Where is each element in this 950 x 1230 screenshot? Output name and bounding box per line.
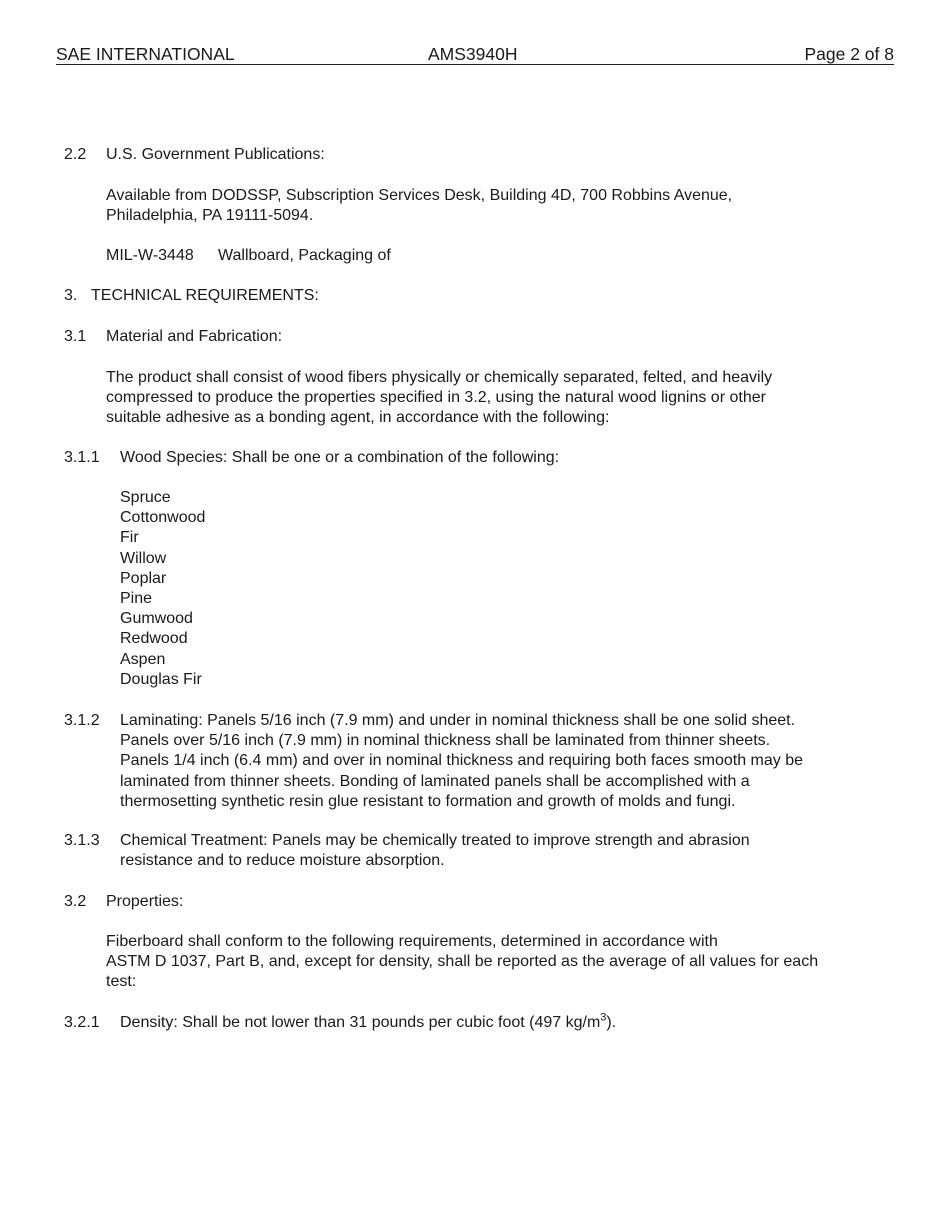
- density-tail: ).: [606, 1014, 617, 1031]
- paragraph-line: Chemical Treatment: Panels may be chemically treated to improve strength and abrasion: [120, 832, 750, 849]
- section-3-1-number: 3.1: [64, 328, 87, 345]
- species-item: Gumwood: [120, 610, 193, 628]
- species-item: Fir: [120, 529, 139, 547]
- paragraph-line: Panels over 5/16 inch (7.9 mm) in nominal thickness shall be laminated from thinner sheets.: [120, 732, 771, 750]
- section-3-2-number: 3.2: [64, 893, 87, 910]
- paragraph-line: compressed to produce the properties specified in 3.2, using the natural wood lignins or other: [106, 389, 766, 407]
- section-2-2-title: U.S. Government Publications:: [106, 146, 325, 163]
- section-3-1-3-number: 3.1.3: [64, 832, 100, 849]
- wood-species-list: [120, 488, 205, 690]
- header-organization: SAE INTERNATIONAL: [56, 44, 235, 64]
- section-2-2-number: 2.2: [64, 146, 87, 163]
- paragraph-line: laminated from thinner sheets. Bonding of laminated panels shall be accomplished with a: [120, 772, 750, 790]
- species-item: Redwood: [120, 630, 188, 648]
- reference-mil-w-3448-title: Wallboard, Packaging of: [218, 247, 391, 264]
- species-item: Douglas Fir: [120, 670, 202, 688]
- header-document-id: AMS3940H: [428, 44, 518, 64]
- section-3-2-1-text: [120, 1013, 616, 1033]
- section-3-2-1-number: 3.2.1: [64, 1014, 100, 1031]
- paragraph-line: The product shall consist of wood fibers physically or chemically separated, felted, and heavily: [106, 369, 773, 386]
- species-item: Aspen: [120, 650, 166, 668]
- section-3-1-title: Material and Fabrication:: [106, 328, 283, 345]
- density-superscript: 3: [600, 1011, 607, 1024]
- paragraph-line: resistance and to reduce moisture absorption.: [120, 852, 445, 870]
- section-3-1-2-number: 3.1.2: [64, 712, 100, 729]
- section-3-1-3-paragraph: [120, 831, 750, 871]
- species-item: Spruce: [120, 489, 171, 506]
- species-item: Pine: [120, 590, 153, 608]
- section-3-1-1-number: 3.1.1: [64, 449, 100, 466]
- paragraph-line: thermosetting synthetic resin glue resistant to formation and growth of molds and fungi.: [120, 792, 736, 810]
- paragraph-line: Philadelphia, PA 19111-5094.: [106, 207, 314, 225]
- paragraph-line: Available from DODSSP, Subscription Services Desk, Building 4D, 700 Robbins Avenue,: [106, 187, 733, 204]
- section-3-number: 3.: [64, 287, 78, 304]
- species-item: Cottonwood: [120, 509, 206, 527]
- reference-mil-w-3448-id: MIL-W-3448: [106, 247, 194, 264]
- paragraph-line: Fiberboard shall conform to the following requirements, determined in accordance with: [106, 933, 718, 950]
- species-item: Willow: [120, 549, 167, 567]
- density-text: Density: Shall be not lower than 31 pounds per cubic foot (497 kg/m: [120, 1014, 601, 1031]
- section-3-2-paragraph: [106, 932, 818, 993]
- section-3-2-title: Properties:: [106, 893, 184, 910]
- section-3-1-2-paragraph: [120, 711, 803, 812]
- paragraph-line: suitable adhesive as a bonding agent, in accordance with the following:: [106, 409, 610, 427]
- section-3-1-paragraph: [106, 368, 772, 429]
- section-3-title: TECHNICAL REQUIREMENTS:: [91, 287, 319, 304]
- section-3-1-1-title: Wood Species: Shall be one or a combination of the following:: [120, 449, 560, 466]
- species-item: Poplar: [120, 569, 167, 587]
- section-2-2-paragraph: [106, 186, 732, 226]
- paragraph-line: ASTM D 1037, Part B, and, except for density, shall be reported as the average of all values for each: [106, 953, 819, 971]
- header-page-number: Page 2 of 8: [804, 44, 894, 64]
- page-header: [56, 44, 894, 65]
- paragraph-line: Laminating: Panels 5/16 inch (7.9 mm) and under in nominal thickness shall be one solid sheet.: [120, 712, 796, 729]
- paragraph-line: test:: [106, 973, 137, 991]
- paragraph-line: Panels 1/4 inch (6.4 mm) and over in nominal thickness and requiring both faces smooth may be: [120, 752, 804, 770]
